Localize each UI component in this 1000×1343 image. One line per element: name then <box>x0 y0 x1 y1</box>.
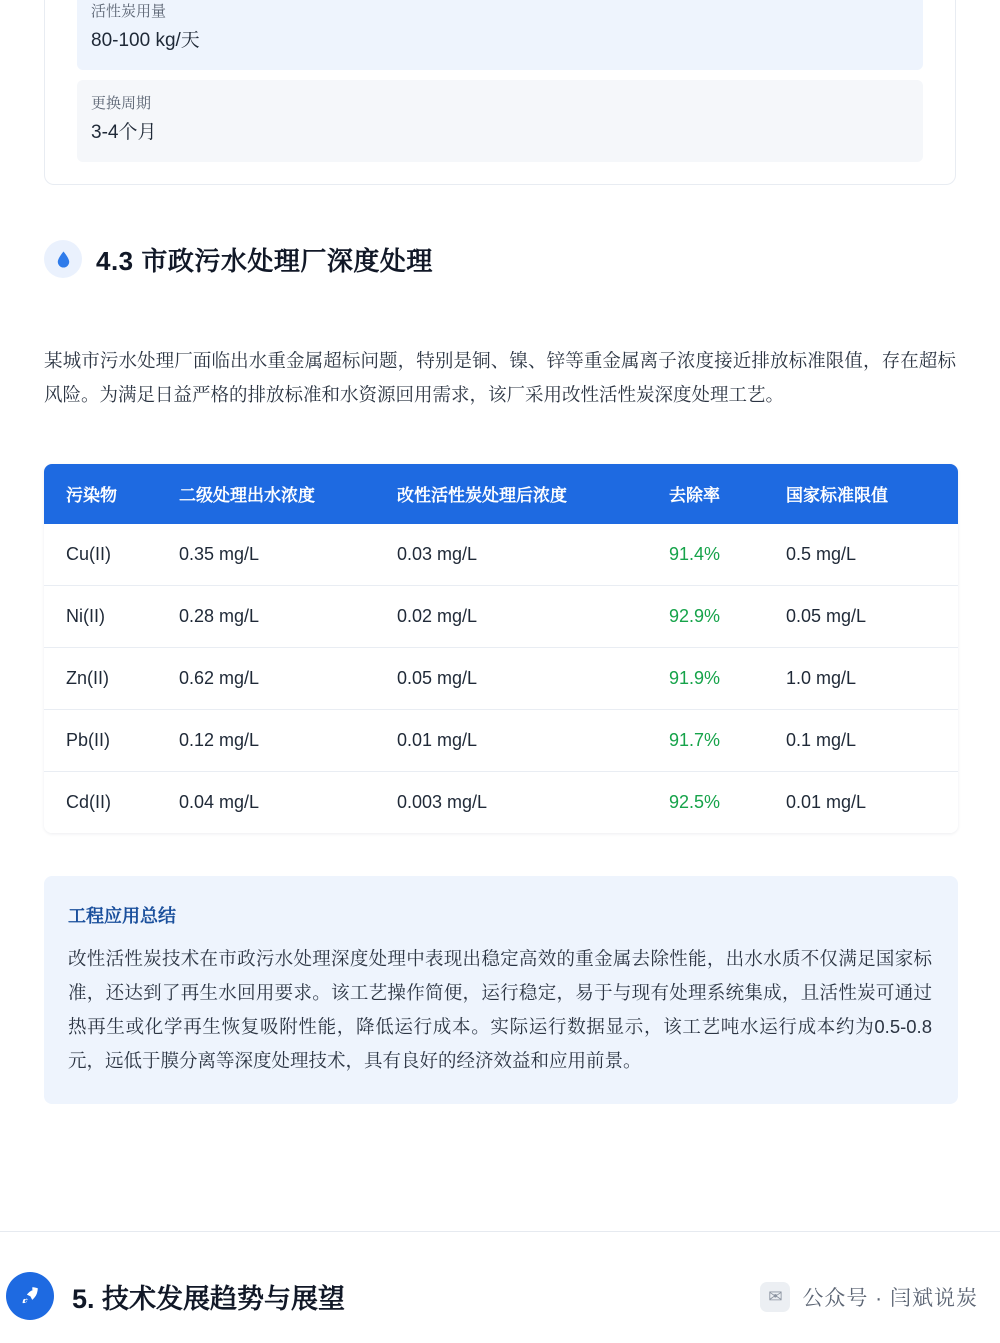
table-cell-secondary: 0.35 mg/L <box>179 524 397 586</box>
section-paragraph: 某城市污水处理厂面临出水重金属超标问题，特别是铜、镍、锌等重金属离子浓度接近排放标准限值，存在超标风险。为满足日益严格的排放标准和水资源回用需求，该厂采用改性活性炭深度处理工艺。 <box>44 349 956 405</box>
table-header-cell: 去除率 <box>669 464 786 524</box>
table-header-cell: 二级处理出水浓度 <box>179 464 397 524</box>
table-cell-removal-rate: 91.4% <box>669 524 786 586</box>
engineering-summary-box <box>44 876 958 1104</box>
table-row <box>44 710 958 772</box>
divider <box>0 1231 1000 1232</box>
table-header-cell: 污染物 <box>44 464 179 524</box>
table-cell-pollutant: Pb(II) <box>44 710 179 772</box>
spec-row-carbon-dosage <box>77 0 923 70</box>
spec-value: 3-4个月 <box>91 122 157 143</box>
table-cell-removal-rate: 91.7% <box>669 710 786 772</box>
table-row <box>44 586 958 648</box>
table-cell-removal-rate: 91.9% <box>669 648 786 710</box>
table-cell-secondary: 0.12 mg/L <box>179 710 397 772</box>
section5-title: 5. 技术发展趋势与展望 <box>72 1283 346 1314</box>
spec-value: 80-100 kg/天 <box>91 30 200 51</box>
table-header-cell: 改性活性炭处理后浓度 <box>397 464 669 524</box>
table-cell-pollutant: Cd(II) <box>44 772 179 834</box>
table-row <box>44 648 958 710</box>
table-cell-pollutant: Zn(II) <box>44 648 179 710</box>
table-header-cell: 国家标准限值 <box>786 464 958 524</box>
spec-label: 更换周期 <box>91 95 152 112</box>
table-cell-standard: 0.1 mg/L <box>786 710 958 772</box>
table-cell-standard: 0.01 mg/L <box>786 772 958 834</box>
water-drop-icon <box>44 240 82 278</box>
table-row <box>44 524 958 586</box>
table-cell-treated: 0.03 mg/L <box>397 524 669 586</box>
table-cell-standard: 0.5 mg/L <box>786 524 958 586</box>
table-cell-treated: 0.02 mg/L <box>397 586 669 648</box>
table-cell-secondary: 0.28 mg/L <box>179 586 397 648</box>
table-cell-removal-rate: 92.5% <box>669 772 786 834</box>
section-heading-4-3 <box>44 240 433 278</box>
wechat-icon: ✉ <box>760 1282 790 1312</box>
summary-title: 工程应用总结 <box>68 906 176 926</box>
account-name: 公众号 · 闫斌说炭 <box>802 1287 978 1310</box>
spec-card <box>44 0 956 185</box>
table-cell-standard: 0.05 mg/L <box>786 586 958 648</box>
table-cell-treated: 0.05 mg/L <box>397 648 669 710</box>
account-watermark <box>760 1282 978 1312</box>
table-cell-pollutant: Cu(II) <box>44 524 179 586</box>
table-cell-standard: 1.0 mg/L <box>786 648 958 710</box>
table-header-row <box>44 464 958 524</box>
table-cell-secondary: 0.04 mg/L <box>179 772 397 834</box>
table-cell-treated: 0.003 mg/L <box>397 772 669 834</box>
table-cell-secondary: 0.62 mg/L <box>179 648 397 710</box>
table-cell-removal-rate: 92.9% <box>669 586 786 648</box>
spec-row-replacement-cycle <box>77 80 923 162</box>
summary-body: 改性活性炭技术在市政污水处理深度处理中表现出稳定高效的重金属去除性能，出水水质不仅满足国家标准，还达到了再生水回用要求。该工艺操作简便，运行稳定，易于与现有处理系统集成，且活性炭可通过热再生或化学再生恢复吸附性能，降低运行成本。实际运行数据显示，该工艺吨水运行成本约为0.5-0.8元，远低于膜分离等深度处理技术，具有良好的经济效益和应用前景。 <box>68 948 932 1071</box>
spacer <box>45 70 955 80</box>
table-cell-treated: 0.01 mg/L <box>397 710 669 772</box>
section-heading-5 <box>6 1272 345 1320</box>
spec-label: 活性炭用量 <box>91 3 167 20</box>
page-title: 4.3 市政污水处理厂深度处理 <box>96 245 433 276</box>
table-cell-pollutant: Ni(II) <box>44 586 179 648</box>
table-row <box>44 772 958 834</box>
pollutant-removal-table <box>44 464 958 833</box>
rocket-icon <box>6 1272 54 1320</box>
